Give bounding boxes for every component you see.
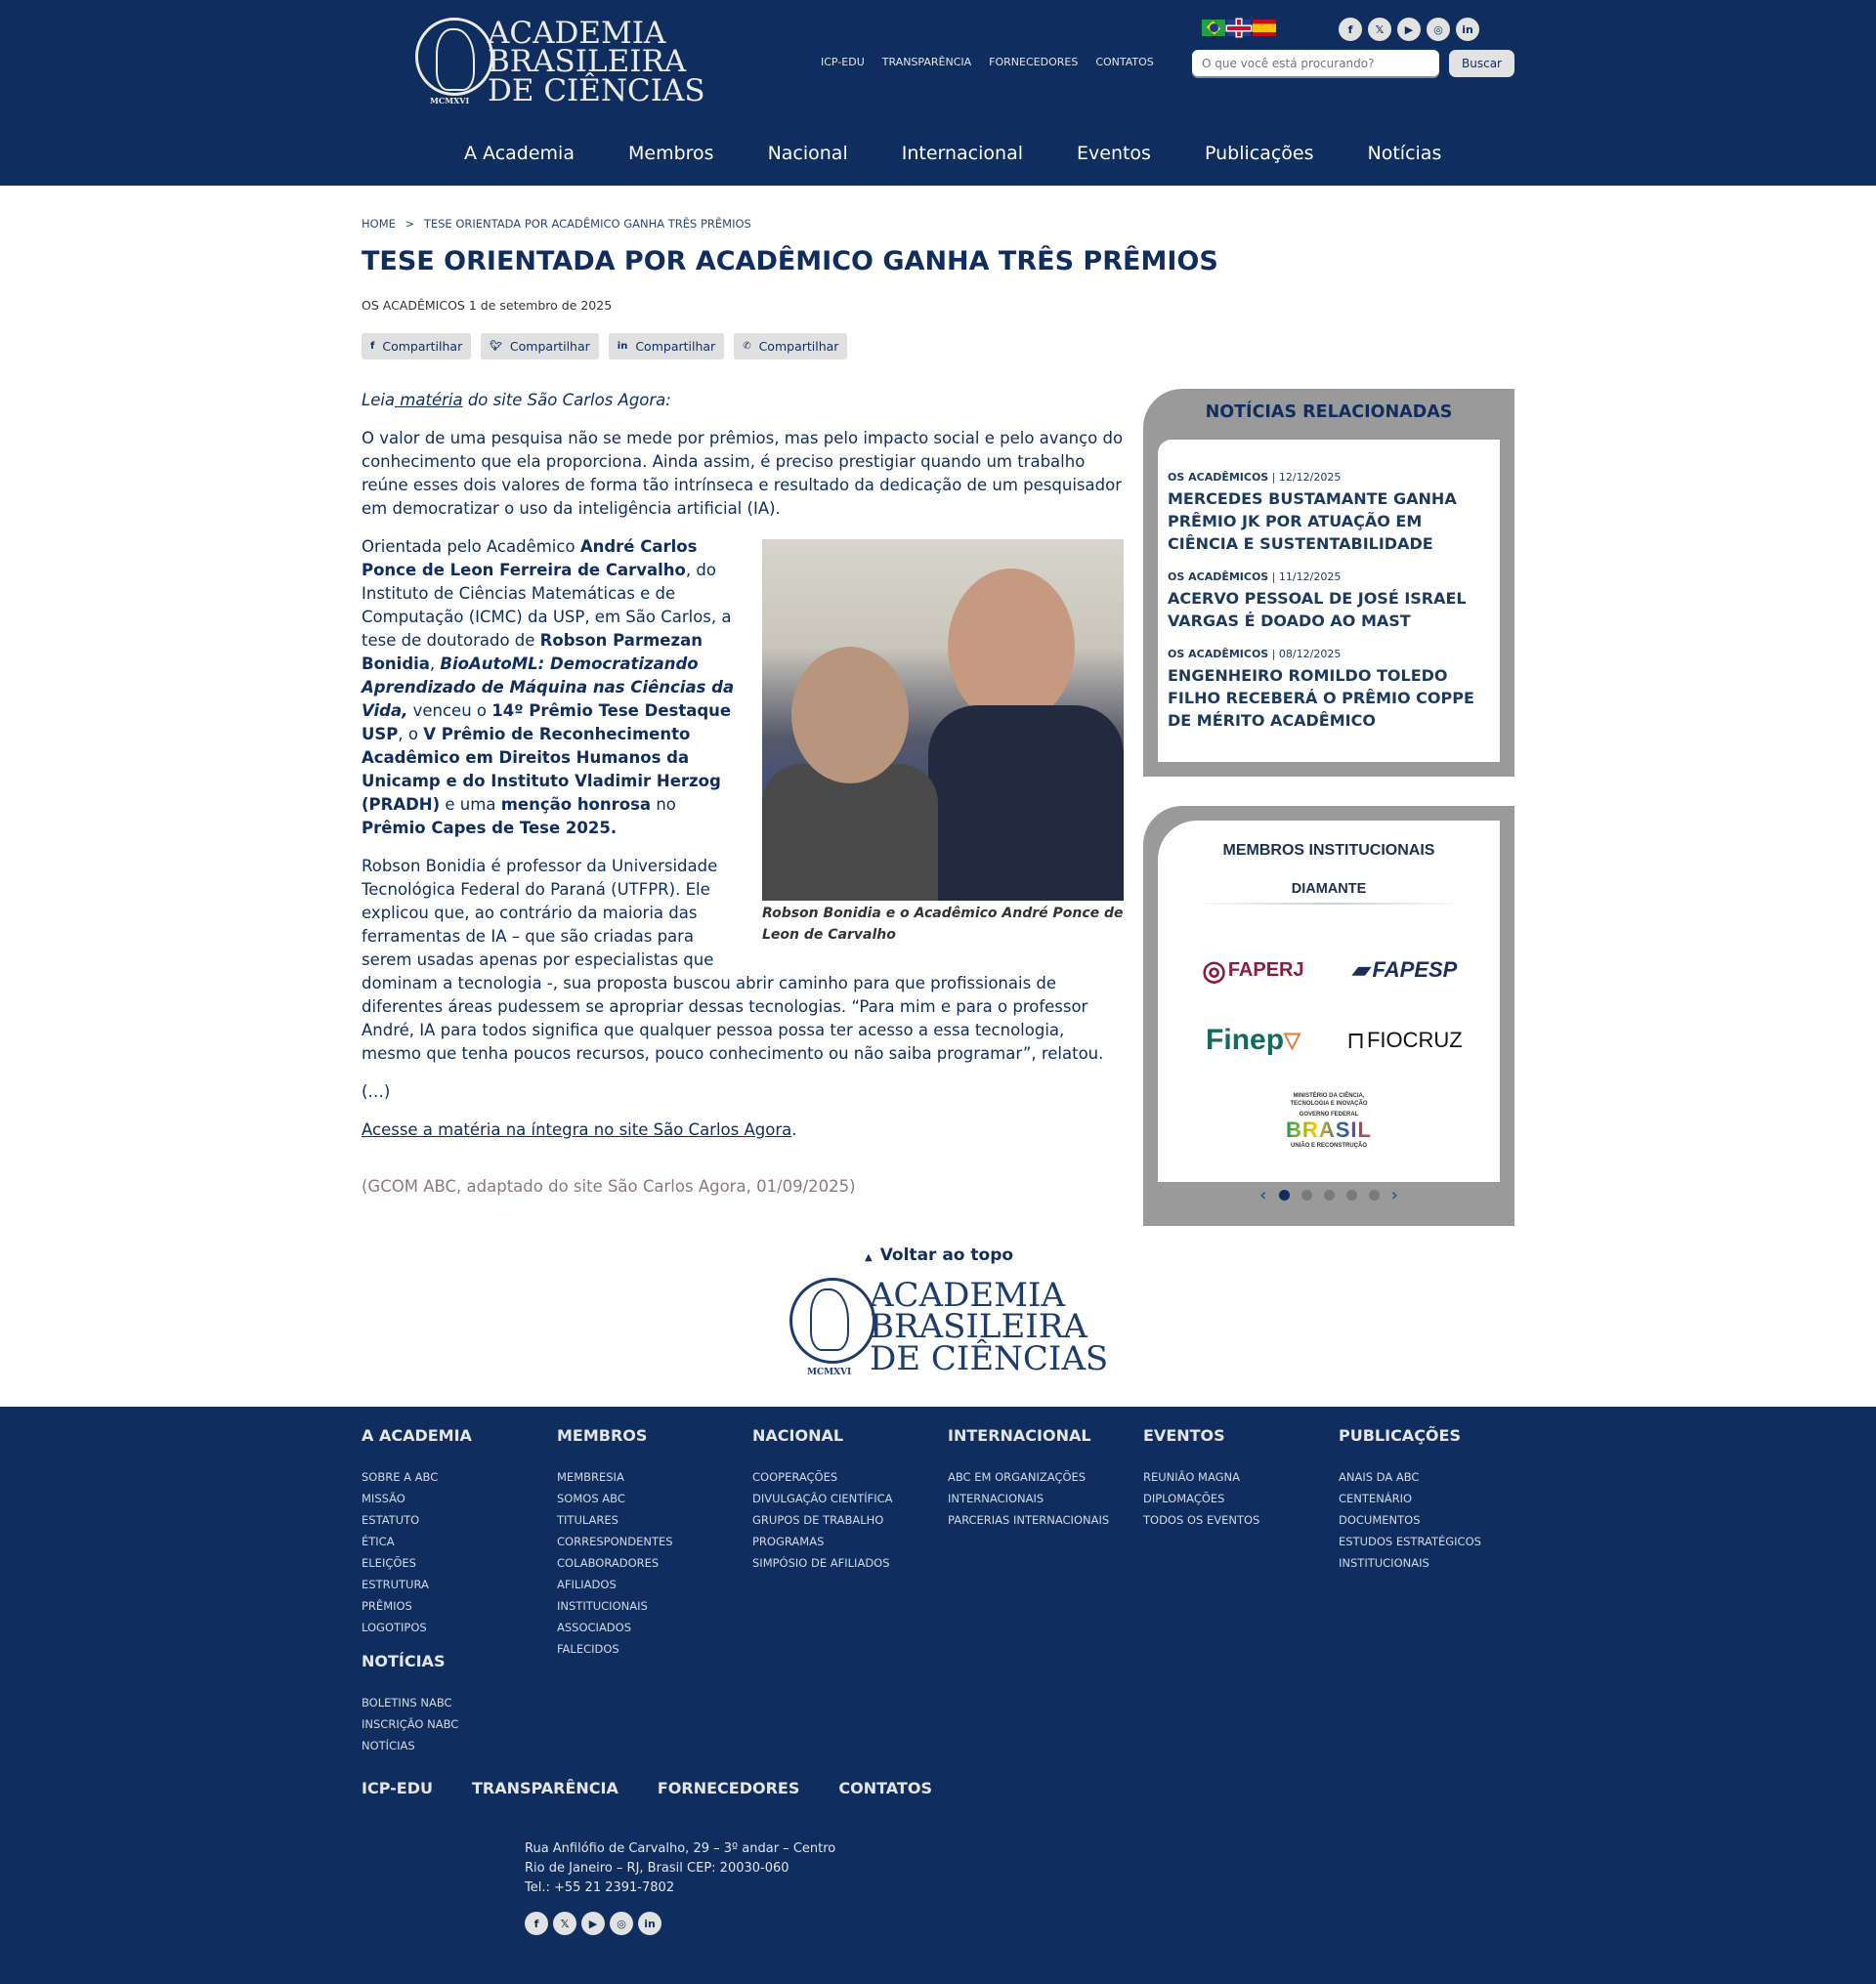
whatsapp-icon: ✆ — [743, 341, 751, 352]
footer-social — [525, 1912, 661, 1935]
related-news-panel — [1143, 389, 1514, 777]
back-to-top-label: Voltar ao topo — [879, 1245, 1014, 1265]
footer-link[interactable]: ABC EM ORGANIZAÇÕES INTERNACIONAIS — [948, 1470, 1087, 1505]
address-line: Rio de Janeiro – RJ, Brasil CEP: 20030-060 — [525, 1861, 789, 1876]
instagram-icon[interactable]: ◎ — [1427, 18, 1450, 41]
carousel-dot[interactable] — [1301, 1190, 1312, 1201]
footer-link[interactable]: INSTITUCIONAIS — [557, 1599, 648, 1613]
uk-flag-icon[interactable] — [1227, 20, 1251, 36]
footer-link[interactable]: ANAIS DA ABC — [1339, 1470, 1420, 1484]
footer-column-title: INTERNACIONAL — [948, 1426, 1091, 1445]
top-link-transparencia[interactable]: TRANSPARÊNCIA — [881, 56, 972, 68]
footer-link[interactable]: ESTRUTURA — [362, 1578, 429, 1591]
faperj-logo[interactable]: ◎ FAPERJ — [1202, 954, 1304, 986]
footer-link[interactable]: TODOS OS EVENTOS — [1143, 1513, 1260, 1527]
site-footer — [0, 1407, 1876, 1984]
carousel-controls — [1143, 1185, 1514, 1205]
footer-link-fornecedores[interactable]: FORNECEDORES — [657, 1779, 800, 1797]
related-date: | 11/12/2025 — [1271, 570, 1342, 583]
top-link-contatos[interactable]: CONTATOS — [1095, 56, 1154, 68]
phone: Tel.: +55 21 2391-7802 — [525, 1880, 675, 1895]
logo-line: BRASILEIRA — [488, 44, 687, 80]
carousel-dot[interactable] — [1369, 1190, 1380, 1201]
related-date: | 12/12/2025 — [1271, 471, 1342, 484]
period: . — [791, 1120, 797, 1139]
share-label: Compartilhar — [758, 339, 839, 354]
fapesp-logo[interactable]: ▰ FAPESP — [1351, 957, 1458, 982]
footer-column — [948, 1426, 1138, 1531]
share-linkedin-button[interactable] — [609, 333, 724, 359]
language-flags — [1202, 20, 1276, 36]
breadcrumb-current: TESE ORIENTADA POR ACADÊMICO GANHA TRÊS PRÊMIOS — [423, 217, 751, 231]
logo-line: ACADEMIA — [488, 16, 666, 51]
share-facebook-button[interactable] — [362, 333, 471, 359]
nav-eventos[interactable]: Eventos — [1077, 143, 1151, 164]
footer-link[interactable]: ESTATUTO — [362, 1513, 420, 1527]
facebook-icon: f — [370, 341, 375, 352]
nav-publicacoes[interactable]: Publicações — [1204, 143, 1314, 164]
top-link-icp-edu[interactable]: ICP-EDU — [821, 56, 865, 68]
footer-column-title: MEMBROS — [557, 1426, 648, 1445]
footer-link[interactable]: ASSOCIADOS — [557, 1621, 632, 1634]
linkedin-icon[interactable]: in — [1456, 18, 1479, 41]
top-links — [821, 56, 1154, 68]
footer-column — [362, 1652, 552, 1756]
list-item[interactable] — [1168, 570, 1490, 632]
carousel-slide — [1158, 821, 1500, 1182]
footer-link[interactable]: DIPLOMAÇÕES — [1143, 1492, 1225, 1505]
footer-link[interactable]: SOMOS ABC — [557, 1492, 625, 1505]
footer-link[interactable]: ÉTICA — [362, 1535, 395, 1548]
footer-logo[interactable] — [789, 1276, 1109, 1378]
footer-link[interactable]: COLABORADORES — [557, 1556, 660, 1570]
footer-link-contatos[interactable]: CONTATOS — [838, 1779, 932, 1797]
logo-line: BRASILEIRA — [870, 1307, 1087, 1347]
footer-column-title: NOTÍCIAS — [362, 1652, 446, 1670]
footer-link[interactable]: AFILIADOS — [557, 1578, 617, 1591]
related-title[interactable]: ACERVO PESSOAL DE JOSÉ ISRAEL VARGAS É DOADO AO MAST — [1168, 589, 1467, 630]
list-item[interactable] — [1168, 648, 1490, 732]
article-paragraph: O valor de uma pesquisa não se mede por prêmios, mas pelo impacto social e pelo avanço do conhecimento que ela proporciona. Ainda assim, é preciso prestigiar quando um trabalho reúne esses dois valores de forma tão intrínseca e resultado da dedicação de um pesquisador em democratizar o uso da inteligência artificial (IA). — [362, 429, 1124, 518]
carousel-dot[interactable] — [1279, 1190, 1290, 1201]
footer-link[interactable]: INSTITUCIONAIS — [1339, 1556, 1429, 1570]
footer-link[interactable]: CORRESPONDENTES — [557, 1535, 673, 1548]
members-tier: DIAMANTE — [1291, 881, 1367, 897]
seal-icon — [789, 1278, 875, 1364]
site-header — [0, 0, 1876, 186]
logo-line: DE CIÊNCIAS — [488, 72, 705, 108]
spain-flag-icon[interactable] — [1253, 20, 1276, 36]
instagram-icon[interactable]: ◎ — [610, 1912, 633, 1935]
footer-link-icp-edu[interactable]: ICP-EDU — [362, 1779, 433, 1797]
footer-link[interactable]: TITULARES — [557, 1513, 618, 1527]
footer-bottom-links — [362, 1779, 932, 1797]
caret-up-icon: ▲ — [865, 1252, 873, 1263]
facebook-icon[interactable]: f — [1339, 18, 1362, 41]
breadcrumb-separator: > — [405, 217, 415, 231]
top-link-fornecedores[interactable]: FORNECEDORES — [989, 56, 1079, 68]
institutional-members-carousel — [1143, 806, 1514, 1226]
footer-column — [1339, 1426, 1529, 1574]
related-category: OS ACADÊMICOS — [1168, 570, 1269, 583]
article-paragraph: Orientada pelo Acadêmico André Carlos Ponce de Leon Ferreira de Carvalho, do Instituto de Ciências Matemáticas e de Computação (ICMC) da USP, em São Carlos, a tese de doutorado de Robson Parmezan Bonidia, BioAutoML: Democratizando Aprendizado de Máquina nas Ciências da Vida, venceu o 14º Prêmio Tese Destaque USP, o V Prêmio de Reconhecimento Acadêmico em Direitos Humanos da Unicamp e do Instituto Vladimir Herzog (PRADH) e uma menção honrosa no Prêmio Capes de Tese 2025. — [362, 537, 735, 837]
related-news-title: NOTÍCIAS RELACIONADAS — [1205, 402, 1453, 422]
logo-year: MCMXVI — [430, 96, 470, 106]
footer-link[interactable]: DOCUMENTOS — [1339, 1513, 1421, 1527]
footer-link[interactable]: MEMBRESIA — [557, 1470, 624, 1484]
youtube-icon[interactable]: ▶ — [1397, 18, 1421, 41]
mcti-logo[interactable]: MINISTÉRIO DA CIÊNCIA, TECNOLOGIA E INOVAÇÃO GOVERNO FEDERAL BRASIL UNIÃO E RECONSTRUÇÃO — [1286, 1093, 1372, 1149]
footer-link[interactable]: LOGOTIPOS — [362, 1621, 427, 1634]
full-article-link[interactable]: Acesse a matéria na íntegra no site São Carlos Agora — [362, 1120, 792, 1139]
materia-link[interactable]: matéria — [395, 391, 463, 409]
share-buttons — [362, 333, 847, 359]
chevron-right-icon[interactable]: › — [1390, 1185, 1398, 1205]
related-title[interactable]: MERCEDES BUSTAMANTE GANHA PRÊMIO JK POR ATUAÇÃO EM CIÊNCIA E SUSTENTABILIDADE — [1168, 489, 1457, 553]
back-to-top-link[interactable] — [865, 1245, 1013, 1265]
related-title[interactable]: ENGENHEIRO ROMILDO TOLEDO FILHO RECEBERÁ O PRÊMIO COPPE DE MÉRITO ACADÊMICO — [1168, 666, 1474, 730]
footer-link[interactable]: PROGRAMAS — [752, 1535, 825, 1548]
list-item[interactable] — [1168, 471, 1490, 555]
footer-link[interactable]: BOLETINS NABC — [362, 1696, 452, 1710]
search-button[interactable]: Buscar — [1449, 50, 1514, 77]
x-icon[interactable]: 𝕏 — [553, 1912, 576, 1935]
footer-column — [362, 1426, 552, 1638]
seal-icon — [415, 18, 493, 96]
intro-text: do site São Carlos Agora: — [462, 391, 671, 409]
footer-link[interactable]: PRÊMIOS — [362, 1599, 412, 1613]
linkedin-icon[interactable]: in — [638, 1912, 661, 1935]
site-logo[interactable] — [415, 18, 705, 106]
footer-column-title: NACIONAL — [752, 1426, 844, 1445]
related-category: OS ACADÊMICOS — [1168, 648, 1269, 660]
footer-column — [752, 1426, 943, 1574]
fiocruz-logo[interactable]: ⊓ FIOCRUZ — [1346, 1027, 1463, 1054]
related-category: OS ACADÊMICOS — [1168, 471, 1269, 484]
breadcrumb — [362, 217, 751, 231]
nav-internacional[interactable]: Internacional — [901, 143, 1023, 164]
footer-address — [525, 1839, 835, 1898]
share-label: Compartilhar — [635, 339, 716, 354]
article-intro — [362, 389, 1124, 412]
share-label: Compartilhar — [509, 339, 590, 354]
twitter-icon: 🐦︎ — [490, 341, 502, 352]
logo-line: DE CIÊNCIAS — [870, 1338, 1109, 1378]
share-whatsapp-button[interactable] — [734, 333, 847, 359]
intro-text: Leia — [362, 391, 396, 409]
facebook-icon[interactable]: f — [525, 1912, 548, 1935]
brazil-flag-icon[interactable] — [1202, 20, 1225, 36]
nav-nacional[interactable]: Nacional — [767, 143, 848, 164]
header-social — [1339, 18, 1479, 41]
article-body — [362, 389, 1124, 1213]
article-paragraph: Robson Bonidia é professor da Universidade Tecnológica Federal do Paraná (UTFPR). Ele explicou que, ao contrário da maioria das ferramentas de IA – que são criadas para serem usadas apenas por especialistas que dominam a tecnologia -, sua proposta buscou abrir caminho para que profissionais de diferentes áreas pudessem se apropriar dessas tecnologias. “Para mim e para o professor André, IA para todos significa que qualquer pessoa possa ter acesso a essa tecnologia, mesmo que tenha poucos recursos, pouco conhecimento ou não saiba programar”, relatou. — [362, 857, 1104, 1063]
footer-link[interactable]: MISSÃO — [362, 1492, 405, 1505]
page-title: TESE ORIENTADA POR ACADÊMICO GANHA TRÊS PRÊMIOS — [362, 246, 1218, 276]
footer-link[interactable]: ELEIÇÕES — [362, 1556, 416, 1570]
x-icon[interactable]: 𝕏 — [1368, 18, 1391, 41]
linkedin-icon: in — [617, 341, 628, 352]
search-input[interactable] — [1192, 50, 1439, 76]
footer-link[interactable]: GRUPOS DE TRABALHO — [752, 1513, 884, 1527]
carousel-dot[interactable] — [1346, 1190, 1357, 1201]
footer-link[interactable]: SOBRE A ABC — [362, 1470, 439, 1484]
article-category[interactable]: OS ACADÊMICOS — [362, 298, 465, 313]
footer-link[interactable]: NOTÍCIAS — [362, 1739, 415, 1752]
footer-column — [557, 1426, 747, 1660]
article-figure — [762, 539, 1124, 946]
article-meta — [362, 298, 612, 313]
footer-column-title: A ACADEMIA — [362, 1426, 472, 1445]
address-line: Rua Anfilófio de Carvalho, 29 – 3º andar – Centro — [525, 1841, 836, 1856]
youtube-icon[interactable]: ▶ — [581, 1912, 605, 1935]
logo-line: ACADEMIA — [870, 1276, 1065, 1315]
share-label: Compartilhar — [382, 339, 463, 354]
full-article-line — [362, 1119, 1124, 1142]
footer-link[interactable]: CENTENÁRIO — [1339, 1492, 1413, 1505]
article-photo — [762, 539, 1124, 901]
breadcrumb-home[interactable]: HOME — [362, 217, 396, 231]
related-news-list — [1158, 440, 1500, 762]
article-date: 1 de setembro de 2025 — [468, 298, 613, 313]
nav-a-academia[interactable]: A Academia — [464, 143, 575, 164]
footer-link[interactable]: REUNIÃO MAGNA — [1143, 1470, 1241, 1484]
divider — [1187, 903, 1471, 905]
footer-column-title: EVENTOS — [1143, 1426, 1225, 1445]
photo-caption: Robson Bonidia e o Acadêmico André Ponce de Leon de Carvalho — [762, 906, 1124, 943]
share-twitter-button[interactable] — [481, 333, 599, 359]
finep-logo[interactable]: Finep ▽ — [1206, 1024, 1300, 1056]
footer-link[interactable]: DIVULGAÇÃO CIENTÍFICA — [752, 1492, 893, 1505]
footer-link[interactable]: PARCERIAS INTERNACIONAIS — [948, 1513, 1110, 1527]
nav-membros[interactable]: Membros — [627, 143, 714, 164]
carousel-dot[interactable] — [1324, 1190, 1335, 1201]
footer-column — [1143, 1426, 1334, 1531]
related-date: | 08/12/2025 — [1271, 648, 1342, 660]
footer-link[interactable]: FALECIDOS — [557, 1642, 619, 1656]
footer-link[interactable]: SIMPÓSIO DE AFILIADOS — [752, 1556, 890, 1570]
members-title: MEMBROS INSTITUCIONAIS — [1222, 842, 1435, 859]
footer-link[interactable]: ESTUDOS ESTRATÉGICOS — [1339, 1535, 1481, 1548]
main-nav — [464, 143, 1441, 164]
footer-link-transparencia[interactable]: TRANSPARÊNCIA — [471, 1779, 618, 1797]
nav-noticias[interactable]: Notícias — [1367, 143, 1442, 164]
logo-year: MCMXVI — [807, 1368, 852, 1377]
chevron-left-icon[interactable]: ‹ — [1259, 1185, 1267, 1205]
ellipsis: (…) — [362, 1082, 391, 1101]
article-credit: (GCOM ABC, adaptado do site São Carlos Agora, 01/09/2025) — [362, 1177, 856, 1196]
footer-column-title: PUBLICAÇÕES — [1339, 1426, 1461, 1445]
footer-link[interactable]: COOPERAÇÕES — [752, 1470, 838, 1484]
footer-link[interactable]: INSCRIÇÃO NABC — [362, 1717, 459, 1731]
